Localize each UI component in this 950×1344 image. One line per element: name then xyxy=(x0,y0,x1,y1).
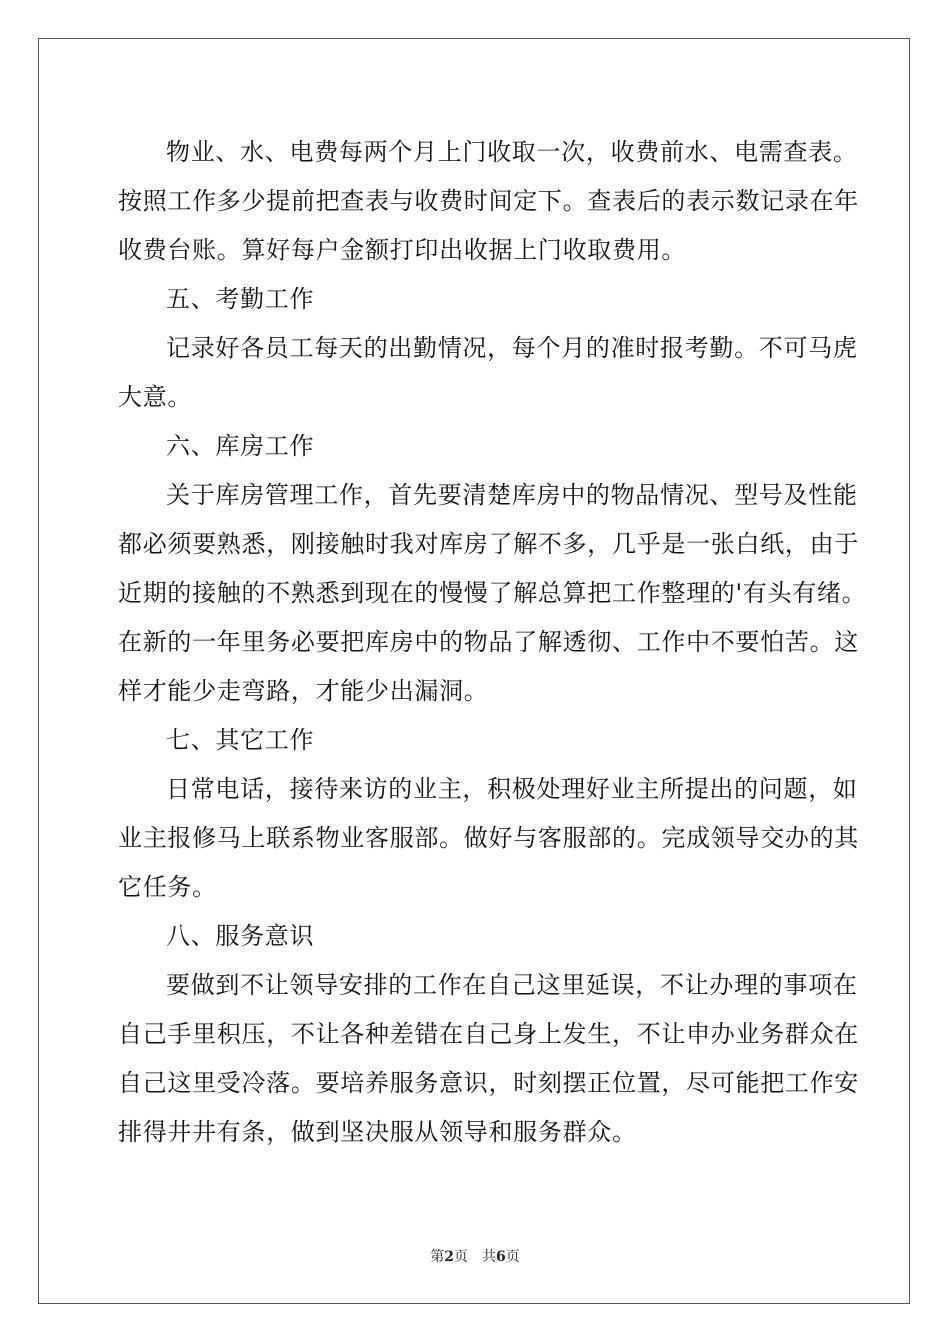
total-prefix: 共 xyxy=(482,1249,496,1265)
paragraph-line: 都必须要熟悉，刚接触时我对库房了解不多，几乎是一张白纸，由于 xyxy=(118,530,859,558)
section-heading: 八、服务意识 xyxy=(166,922,315,950)
page-suffix: 页 xyxy=(454,1249,468,1265)
paragraph-line: 要做到不让领导安排的工作在自己这里延误，不让办理的事项在 xyxy=(166,971,858,999)
total-suffix: 页 xyxy=(505,1249,520,1265)
paragraph-line: 大意。 xyxy=(118,383,193,411)
paragraph-line: 排得井井有条，做到坚决服从领导和服务群众。 xyxy=(118,1118,637,1146)
paragraph-line: 样才能少走弯路，才能少出漏洞。 xyxy=(118,677,489,705)
paragraph-line: 按照工作多少提前把查表与收费时间定下。查表后的表示数记录在年 xyxy=(118,187,859,215)
paragraph-line: 自己手里积压，不让各种差错在自己身上发生，不让申办业务群众在 xyxy=(118,1020,859,1048)
paragraph-line: 日常电话，接待来访的业主，积极处理好业主所提出的问题，如 xyxy=(166,775,858,803)
paragraph-line: 近期的接触的不熟悉到现在的慢慢了解总算把工作整理的'有头有绪。 xyxy=(118,579,867,607)
total-pages: 6 xyxy=(496,1249,506,1265)
page-footer xyxy=(0,1246,950,1266)
section-heading: 七、其它工作 xyxy=(166,726,315,754)
paragraph-line: 物业、水、电费每两个月上门收取一次，收费前水、电需查表。 xyxy=(166,138,858,166)
paragraph-line: 自己这里受冷落。要培养服务意识，时刻摆正位置，尽可能把工作安 xyxy=(118,1069,859,1097)
section-heading: 五、考勤工作 xyxy=(166,285,315,313)
page-number: 2 xyxy=(444,1249,454,1265)
paragraph-line: 业主报修马上联系物业客服部。做好与客服部的。完成领导交办的其 xyxy=(118,824,859,852)
paragraph-line: 收费台账。算好每户金额打印出收据上门收取费用。 xyxy=(118,236,687,264)
paragraph-line: 记录好各员工每天的出勤情况，每个月的准时报考勤。不可马虎 xyxy=(166,334,858,362)
document-body xyxy=(118,128,867,1157)
paragraph-line: 它任务。 xyxy=(118,873,217,901)
section-heading: 六、库房工作 xyxy=(166,432,315,460)
paragraph-line: 在新的一年里务必要把库房中的物品了解透彻、工作中不要怕苦。这 xyxy=(118,628,859,656)
page-prefix: 第 xyxy=(430,1249,445,1265)
paragraph-line: 关于库房管理工作，首先要清楚库房中的物品情况、型号及性能 xyxy=(166,481,858,509)
